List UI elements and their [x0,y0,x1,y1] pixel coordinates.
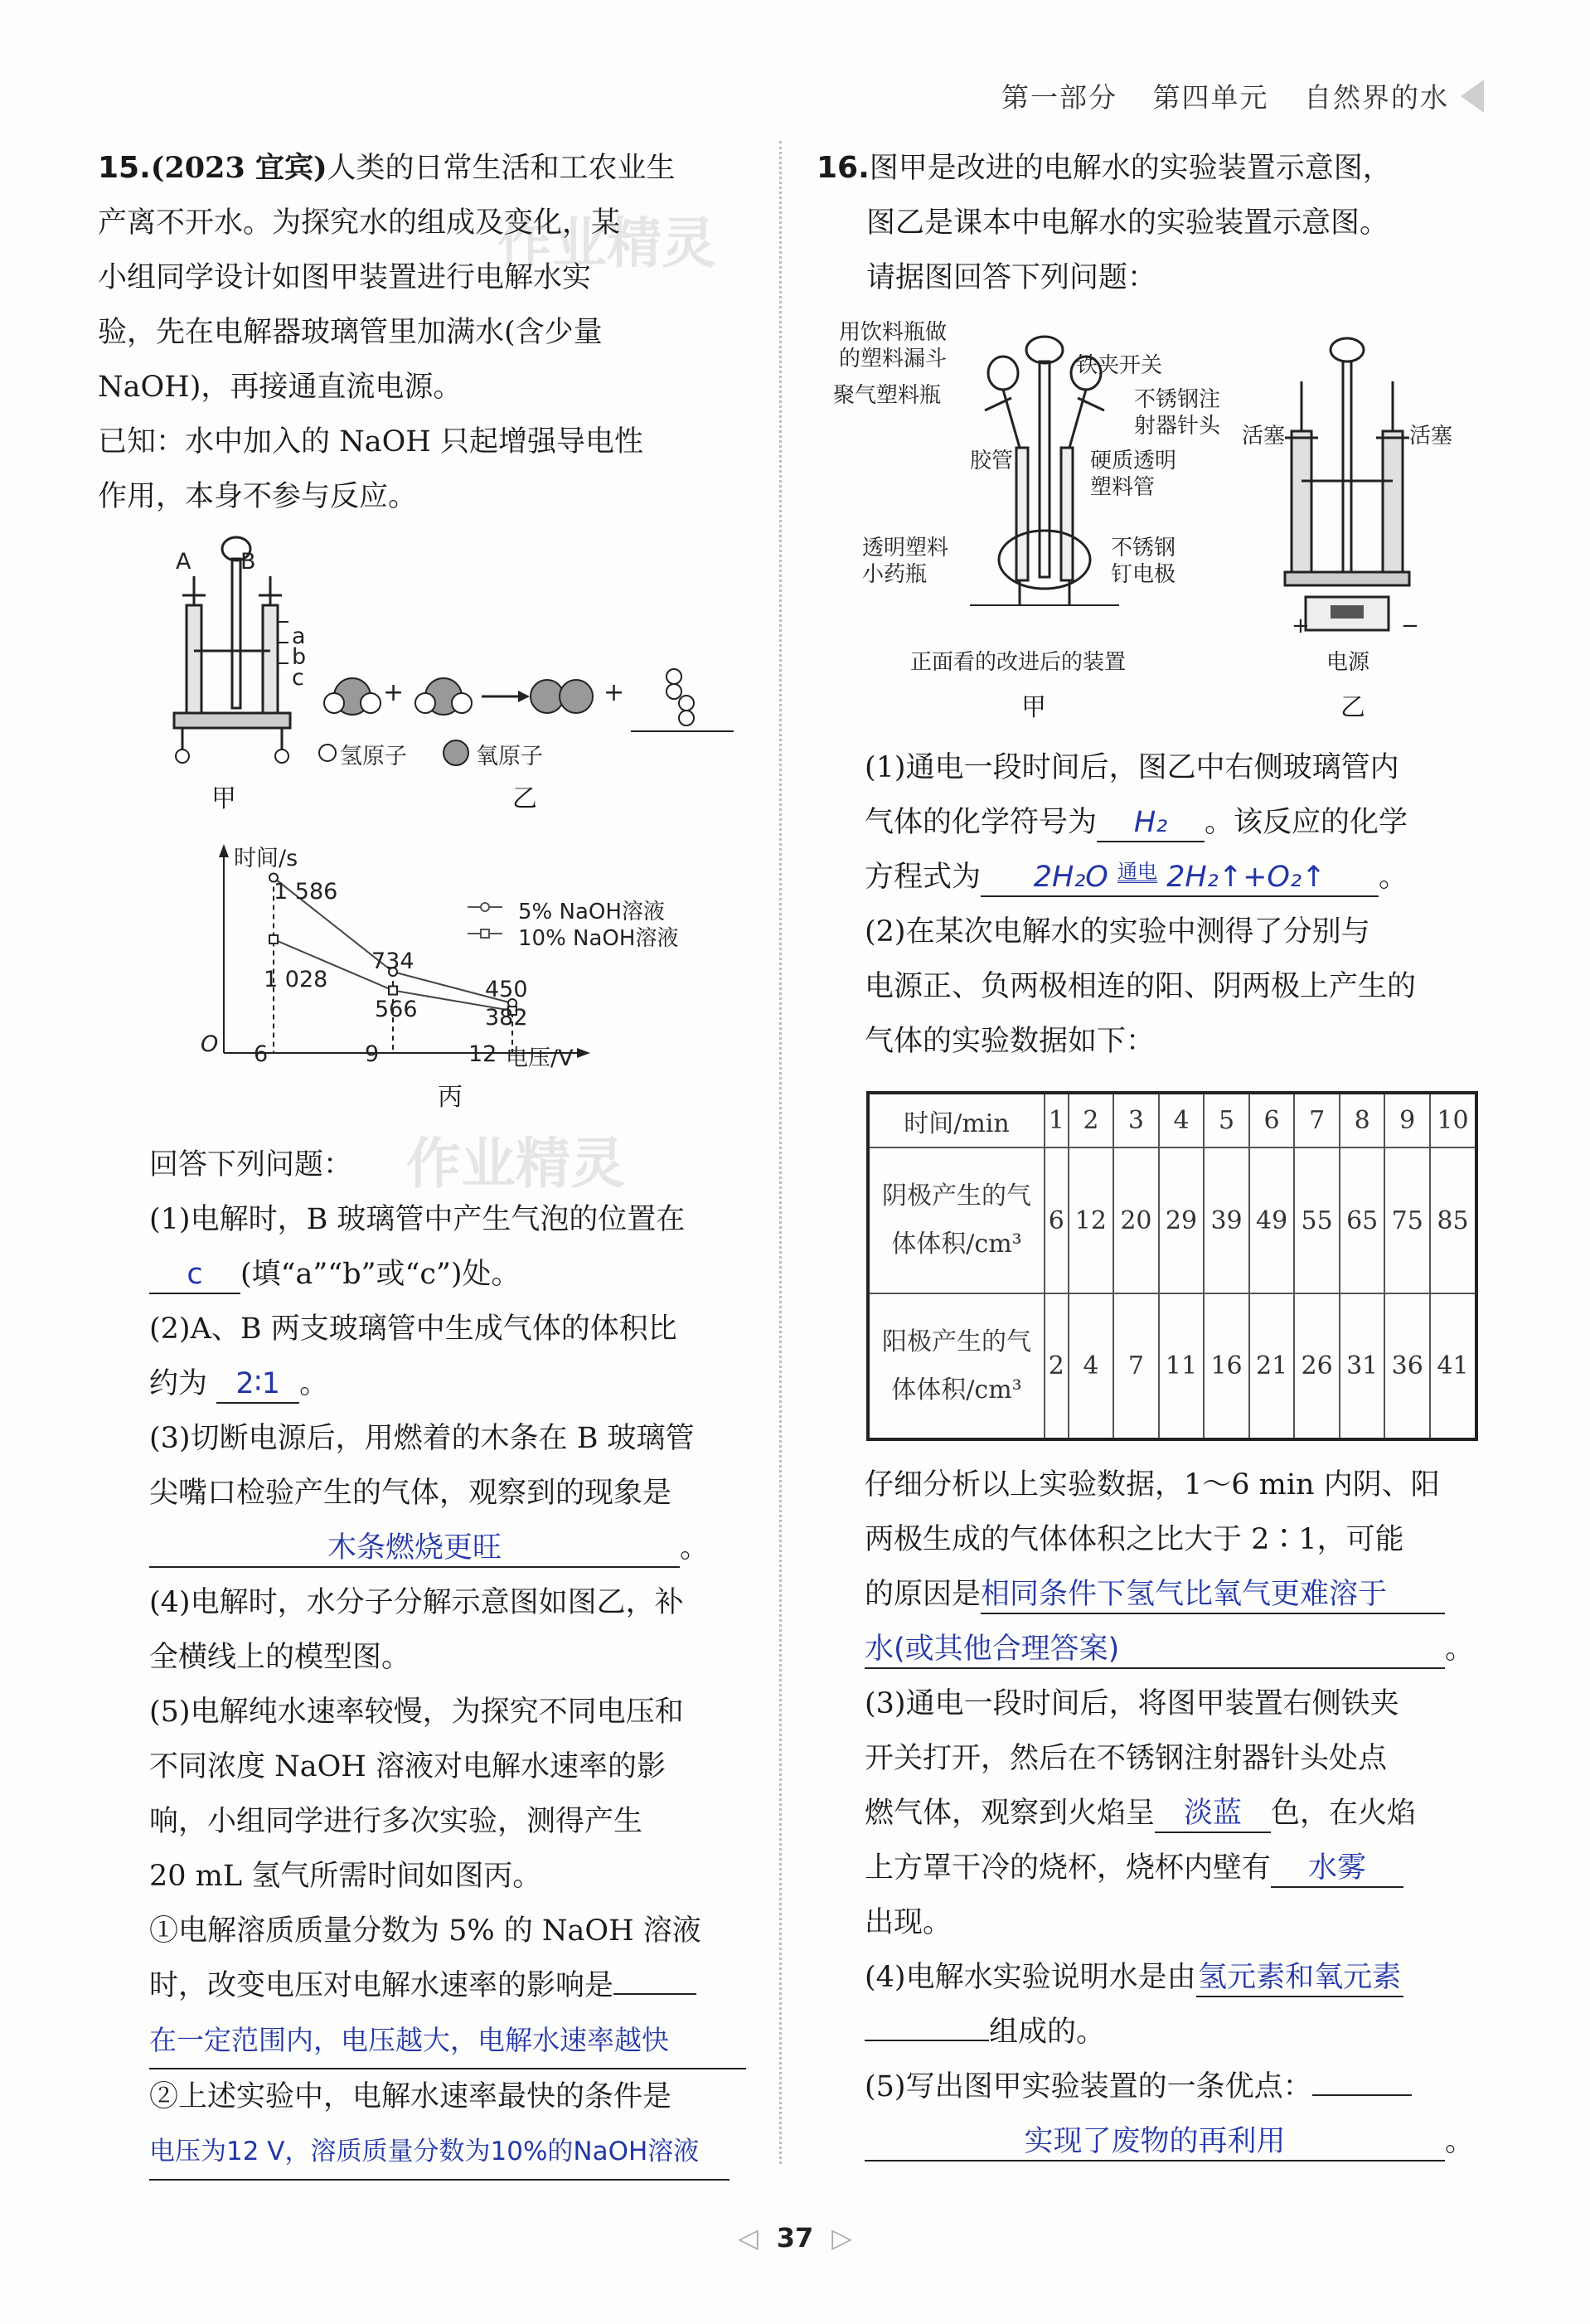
table-cell: 16 [1204,1293,1249,1439]
q15-p3-answer[interactable]: 木条燃烧更旺 [149,1530,680,1568]
label-valve-right: 活塞 [1409,424,1453,449]
table-row [868,1293,1476,1439]
table-cell: 55 [1294,1147,1340,1293]
q16-p3-text: (3)通电一段时间后，将图甲装置右侧铁夹 [865,1687,1399,1720]
label-a-upper: A [176,549,191,575]
table-header-cell: 5 [1204,1093,1249,1147]
table-cell: 29 [1159,1147,1205,1293]
q16-p2-analysis: 两极生成的气体体积之比大于 2∶1，可能 [865,1523,1404,1556]
page-number [0,2222,1590,2254]
label-a: a [292,623,306,649]
table-cell: 49 [1249,1147,1295,1293]
label-minus: − [1401,614,1419,638]
label-b-upper: B [240,549,256,575]
table-cell: 2 [1045,1293,1069,1439]
chart-data-label: 1 586 [274,879,338,905]
q16-p1-text: 气体的化学符号为 [865,806,1098,839]
q15-number: 15. [98,151,151,185]
q16-p2-answer[interactable]: 相同条件下氢气比氧气更难溶于 [981,1576,1445,1614]
label-front: 正面看的改进后的装置 [910,650,1127,675]
q15-intro: 产离不开水。为探究水的组成及变化，某 [98,206,621,240]
label-hose: 胶管 [970,449,1014,473]
table-cell: 41 [1430,1293,1476,1439]
header-part: 第一部分 [1001,81,1117,114]
q16-p1-text: 方程式为 [865,861,982,894]
q15-intro: 验，先在电解器玻璃管里加满水(含少量 [98,316,603,349]
table-cell: 31 [1340,1293,1385,1439]
plus-sign: + [383,678,405,707]
q15-p2-text: (2)A、B 两支玻璃管中生成气体的体积比 [149,1312,677,1346]
x-axis-arrow [577,1048,590,1058]
table-header-row [868,1093,1476,1147]
q15-p5-1-text: 时，改变电压对电解水速率的影响是 [149,1969,614,2002]
chart-origin: O [201,1031,219,1057]
q16-p2-answer-cont[interactable]: 水(或其他合理答案) [865,1631,1445,1669]
table-header-cell: 7 [1294,1093,1340,1147]
page-header [977,76,1449,115]
table-cell: 11 [1159,1293,1205,1439]
q16-p3-answer-mist[interactable]: 水雾 [1271,1850,1403,1888]
table-cell: 20 [1113,1147,1159,1293]
legend-series-1: 5% NaOH溶液 [518,900,665,924]
table-cell: 75 [1384,1147,1430,1293]
page-number-text: 37 [776,2222,814,2254]
q16-p2-analysis: 仔细分析以上实验数据，1～6 min 内阴、阳 [865,1468,1440,1502]
table-cell: 39 [1204,1147,1249,1293]
q16-data-table [866,1091,1478,1441]
q16-p5-text: (5)写出图甲实验装置的一条优点： [865,2070,1312,2103]
q15-p1-text: (填“a”“b”或“c”)处。 [240,1258,521,1291]
o-atom-legend: 氧原子 [476,744,543,769]
caption-jia: 甲 [1021,693,1046,722]
table-header-cell: 8 [1340,1093,1385,1147]
chart-tick-label: 9 [365,1041,380,1067]
q15-source: (2023 宜宾) [150,151,327,185]
label-nail: 不锈钢 钉电极 [1111,536,1176,587]
table-header-cell: 时间/min [868,1093,1045,1147]
q16-p2-text: 气体的实验数据如下： [865,1025,1156,1058]
label-valve-left: 活塞 [1242,424,1286,449]
caption-yi: 乙 [512,784,537,813]
q15-p5-1-blank[interactable] [613,1993,696,1995]
caption-yi: 乙 [1340,693,1365,722]
table-cell: 6 [1045,1147,1069,1293]
table-header-cell: 4 [1159,1093,1205,1147]
q16-p3-text: 燃气体，观察到火焰呈 [865,1797,1156,1830]
table-cell: 12 [1069,1147,1114,1293]
h-atom-legend: 氢原子 [340,744,407,769]
q16-subquestions-cont: 仔细分析以上实验数据，1～6 min 内阴、阳 两极生成的气体体积之比大于 2∶1，可能 的原因是相同条件下氢气比氧气更难溶于 水(或其他合理答案) 。 (3)通电一段时间后，将图甲装置右侧铁夹 开关打开，然后在不锈钢注射器针头处点 燃气体，观察到火焰呈 淡蓝 色，在火焰 上方罩干冷的烧杯，烧杯内壁有 水雾 出现。 (4)电解水实验说明水是由氢元素和氧元素 组成的。 (5)写出图甲实验装置的一条优点： 实现了废物的再利用 。 [865,1458,1511,2169]
q15-p4-text: 全横线上的模型图。 [149,1641,411,1674]
o-atom-icon [441,738,471,768]
table-row-label: 阳极产生的气 体体积/cm³ [868,1293,1045,1439]
q16-p4-text: (4)电解水实验说明水是由 [865,1961,1196,1994]
q15-intro: NaOH)，再接通直流电源。 [98,371,463,404]
q15-p3-text: (3)切断电源后，用燃着的木条在 B 玻璃管 [149,1422,695,1455]
y-axis-arrow [219,844,229,857]
q15-p5-text: 响，小组同学进行多次实验，测得产生 [149,1805,643,1838]
label-c: c [292,665,304,691]
q15-p4-text: (4)电解时，水分子分解示意图如图乙，补 [149,1586,684,1619]
equation-condition: 通电 [1117,860,1157,883]
chart-xlabel: 电压/V [506,1046,574,1071]
label-power: 电源 [1326,650,1370,675]
chart-data-label: 566 [375,997,418,1022]
q16-p5-answer[interactable]: 实现了废物的再利用 [865,2123,1445,2161]
q15-p5-text: (5)电解纯水速率较慢，为探究不同电压和 [149,1696,684,1729]
label-needle: 不锈钢注 射器针头 [1134,387,1221,439]
q16-intro: 图甲是改进的电解水的实验装置示意图， [869,152,1392,185]
q16-p1-text: (1)通电一段时间后，图乙中右侧玻璃管内 [865,751,1399,784]
chart-tick-label: 6 [254,1041,269,1067]
label-funnel: 用饮料瓶做 的塑料漏斗 [839,320,948,371]
q16-p3-answer-color[interactable]: 淡蓝 [1155,1795,1271,1833]
question-15 [98,141,761,524]
table-cell: 21 [1249,1293,1295,1439]
plus-sign: + [604,678,625,707]
table-cell: 36 [1384,1293,1430,1439]
q16-intro: 请据图回答下列问题： [866,261,1157,294]
legend-markers [464,897,514,947]
q15-p3-text: 尖嘴口检验产生的气体，观察到的现象是 [149,1477,672,1510]
q15-p5-2-text: ②上述实验中，电解水速率最快的条件是 [149,2080,672,2113]
table-cell: 26 [1294,1293,1340,1439]
chart-data-label: 450 [485,977,528,1002]
q15-p5-text: 20 mL 氢气所需时间如图丙。 [149,1860,542,1893]
q16-p5-blank[interactable] [1312,2094,1412,2096]
chart-tick-label: 12 [468,1041,497,1067]
q16-subquestions: (1)通电一段时间后，图乙中右侧玻璃管内 气体的化学符号为 H₂ 。该反应的化学 方程式为 2H₂O 通电 2H₂↑+O₂↑ 。 (2)在某次电解水的实验中测得了分别与 电源正、负两极相连的阳、阴两极上产生的 气体的实验数据如下： [865,740,1511,1069]
equation-right: 2H₂↑+O₂↑ [1166,861,1326,894]
table-cell: 85 [1430,1147,1476,1293]
watermark: 作业精灵 [406,1132,625,1196]
q16-p2-text: (2)在某次电解水的实验中测得了分别与 [865,915,1370,949]
q15-subquestions: 回答下列问题： (1)电解时，B 玻璃管中产生气泡的位置在 c (填“a”“b”或“c”)处。 (2)A、B 两支玻璃管中生成气体的体积比 约为 2∶1 。 (3)切断电源后，用燃着的木条在 B 玻璃管 尖嘴口检验产生的气体，观察到的现象是 木条燃烧更旺 。 (4)电解时，水分子分解示意图如图乙，补 全横线上的模型图。 (5)电解纯水速率较慢，为探究不同电压和 不同浓度 NaOH 溶液对电解水速率的影 响，小组同学进行多次实验，测得产生 20 mL 氢气所需时间如图丙。 ①电解溶质质量分数为 5% 的 NaOH 溶液 时，改变电压对电解水速率的影响是 在一定范围内，电压越大，电解水速率越快 ②上述实验中，电解水速率最快的条件是 电压为12 V，溶质质量分数为10%的NaOH溶液 [149,1138,763,2181]
q15-p2-text: 约为 [149,1367,208,1400]
q16-p4-blank[interactable] [865,2040,989,2041]
q16-intro: 图乙是课本中电解水的实验装置示意图。 [866,206,1389,240]
table-cell: 65 [1340,1147,1385,1293]
label-vial: 透明塑料 小药瓶 [862,536,949,587]
question-16 [817,141,1496,305]
q16-p3-text: 色，在火焰 [1271,1797,1417,1830]
table-cell: 4 [1069,1293,1114,1439]
chart-ylabel: 时间/s [234,846,298,871]
h-atom-icon [315,740,340,765]
table-header-cell: 3 [1113,1093,1159,1147]
label-plus: + [1292,614,1310,638]
q16-number: 16. [817,151,870,185]
q16-p1-answer-symbol[interactable]: H₂ [1097,804,1205,842]
watermark: 作业精灵 [497,211,716,275]
chart-data-label: 734 [371,949,414,974]
q15-known: 已知：水中加入的 NaOH 只起增强导电性 [98,425,643,458]
caption-bing: 丙 [438,1083,463,1112]
q15-p5-text: 不同浓度 NaOH 溶液对电解水速率的影 [149,1750,666,1783]
q16-p4-answer[interactable]: 氢元素和氧元素 [1196,1959,1403,1997]
label-tube: 硬质透明 塑料管 [1090,449,1177,500]
label-bottle: 聚气塑料瓶 [833,383,942,408]
table-row [868,1147,1476,1293]
label-b: b [292,644,307,670]
chart-data-label: 1 028 [264,967,328,992]
q15-p1-answer[interactable]: c [149,1256,240,1294]
column-divider [779,141,782,2164]
q15-known: 作用，本身不参与反应。 [98,480,418,513]
table-header-cell: 1 [1045,1093,1069,1147]
q15-p5-2-answer[interactable]: 电压为12 V，溶质质量分数为10%的NaOH溶液 [149,2124,730,2181]
q15-p5-1-answer[interactable]: 在一定范围内，电压越大，电解水速率越快 [149,2013,746,2069]
header-arrow-icon [1461,80,1484,113]
q15-intro: 人类的日常生活和工农业生 [327,152,676,185]
answer-intro: 回答下列问题： [149,1148,353,1181]
table-header-cell: 6 [1249,1093,1295,1147]
chart-point [269,935,278,944]
header-unit: 第四单元 [1152,81,1269,114]
equation-left: 2H₂O [1033,861,1108,894]
q15-p2-answer[interactable]: 2∶1 [216,1366,299,1404]
q16-p3-text: 上方罩干冷的烧杯，烧杯内壁有 [865,1851,1272,1885]
q16-p4-text: 组成的。 [989,2016,1106,2049]
q16-p2-text: 电源正、负两极相连的阳、阴两极上产生的 [865,970,1417,1003]
q16-p1-equation[interactable] [981,859,1379,897]
table-row-label: 阴极产生的气 体体积/cm³ [868,1147,1045,1293]
q15-intro: 小组同学设计如图甲装置进行电解水实 [98,261,592,294]
prev-arrow-icon[interactable]: ◁ [738,2222,759,2254]
header-topic: 自然界的水 [1304,81,1449,114]
table-header-cell: 2 [1069,1093,1114,1147]
chart-data-label: 382 [485,1005,528,1031]
q16-p3-text: 出现。 [865,1906,953,1939]
q16-p3-text: 开关打开，然后在不锈钢注射器针头处点 [865,1742,1388,1775]
legend-series-2: 10% NaOH溶液 [518,926,679,951]
q16-p1-text: 。该反应的化学 [1205,806,1408,839]
caption-jia: 甲 [211,784,236,813]
q16-p2-analysis: 的原因是 [865,1578,982,1611]
chart-point [389,987,397,995]
q16-figure-yi [1277,332,1418,655]
next-arrow-icon[interactable]: ▷ [831,2222,852,2254]
table-header-cell: 9 [1384,1093,1430,1147]
label-clamp: 铁夹开关 [1076,353,1163,378]
q15-p1-text: (1)电解时，B 玻璃管中产生气泡的位置在 [149,1203,686,1236]
q15-p5-1-text: ①电解溶质质量分数为 5% 的 NaOH 溶液 [149,1914,701,1948]
table-header-cell: 10 [1430,1093,1476,1147]
table-cell: 7 [1113,1293,1159,1439]
